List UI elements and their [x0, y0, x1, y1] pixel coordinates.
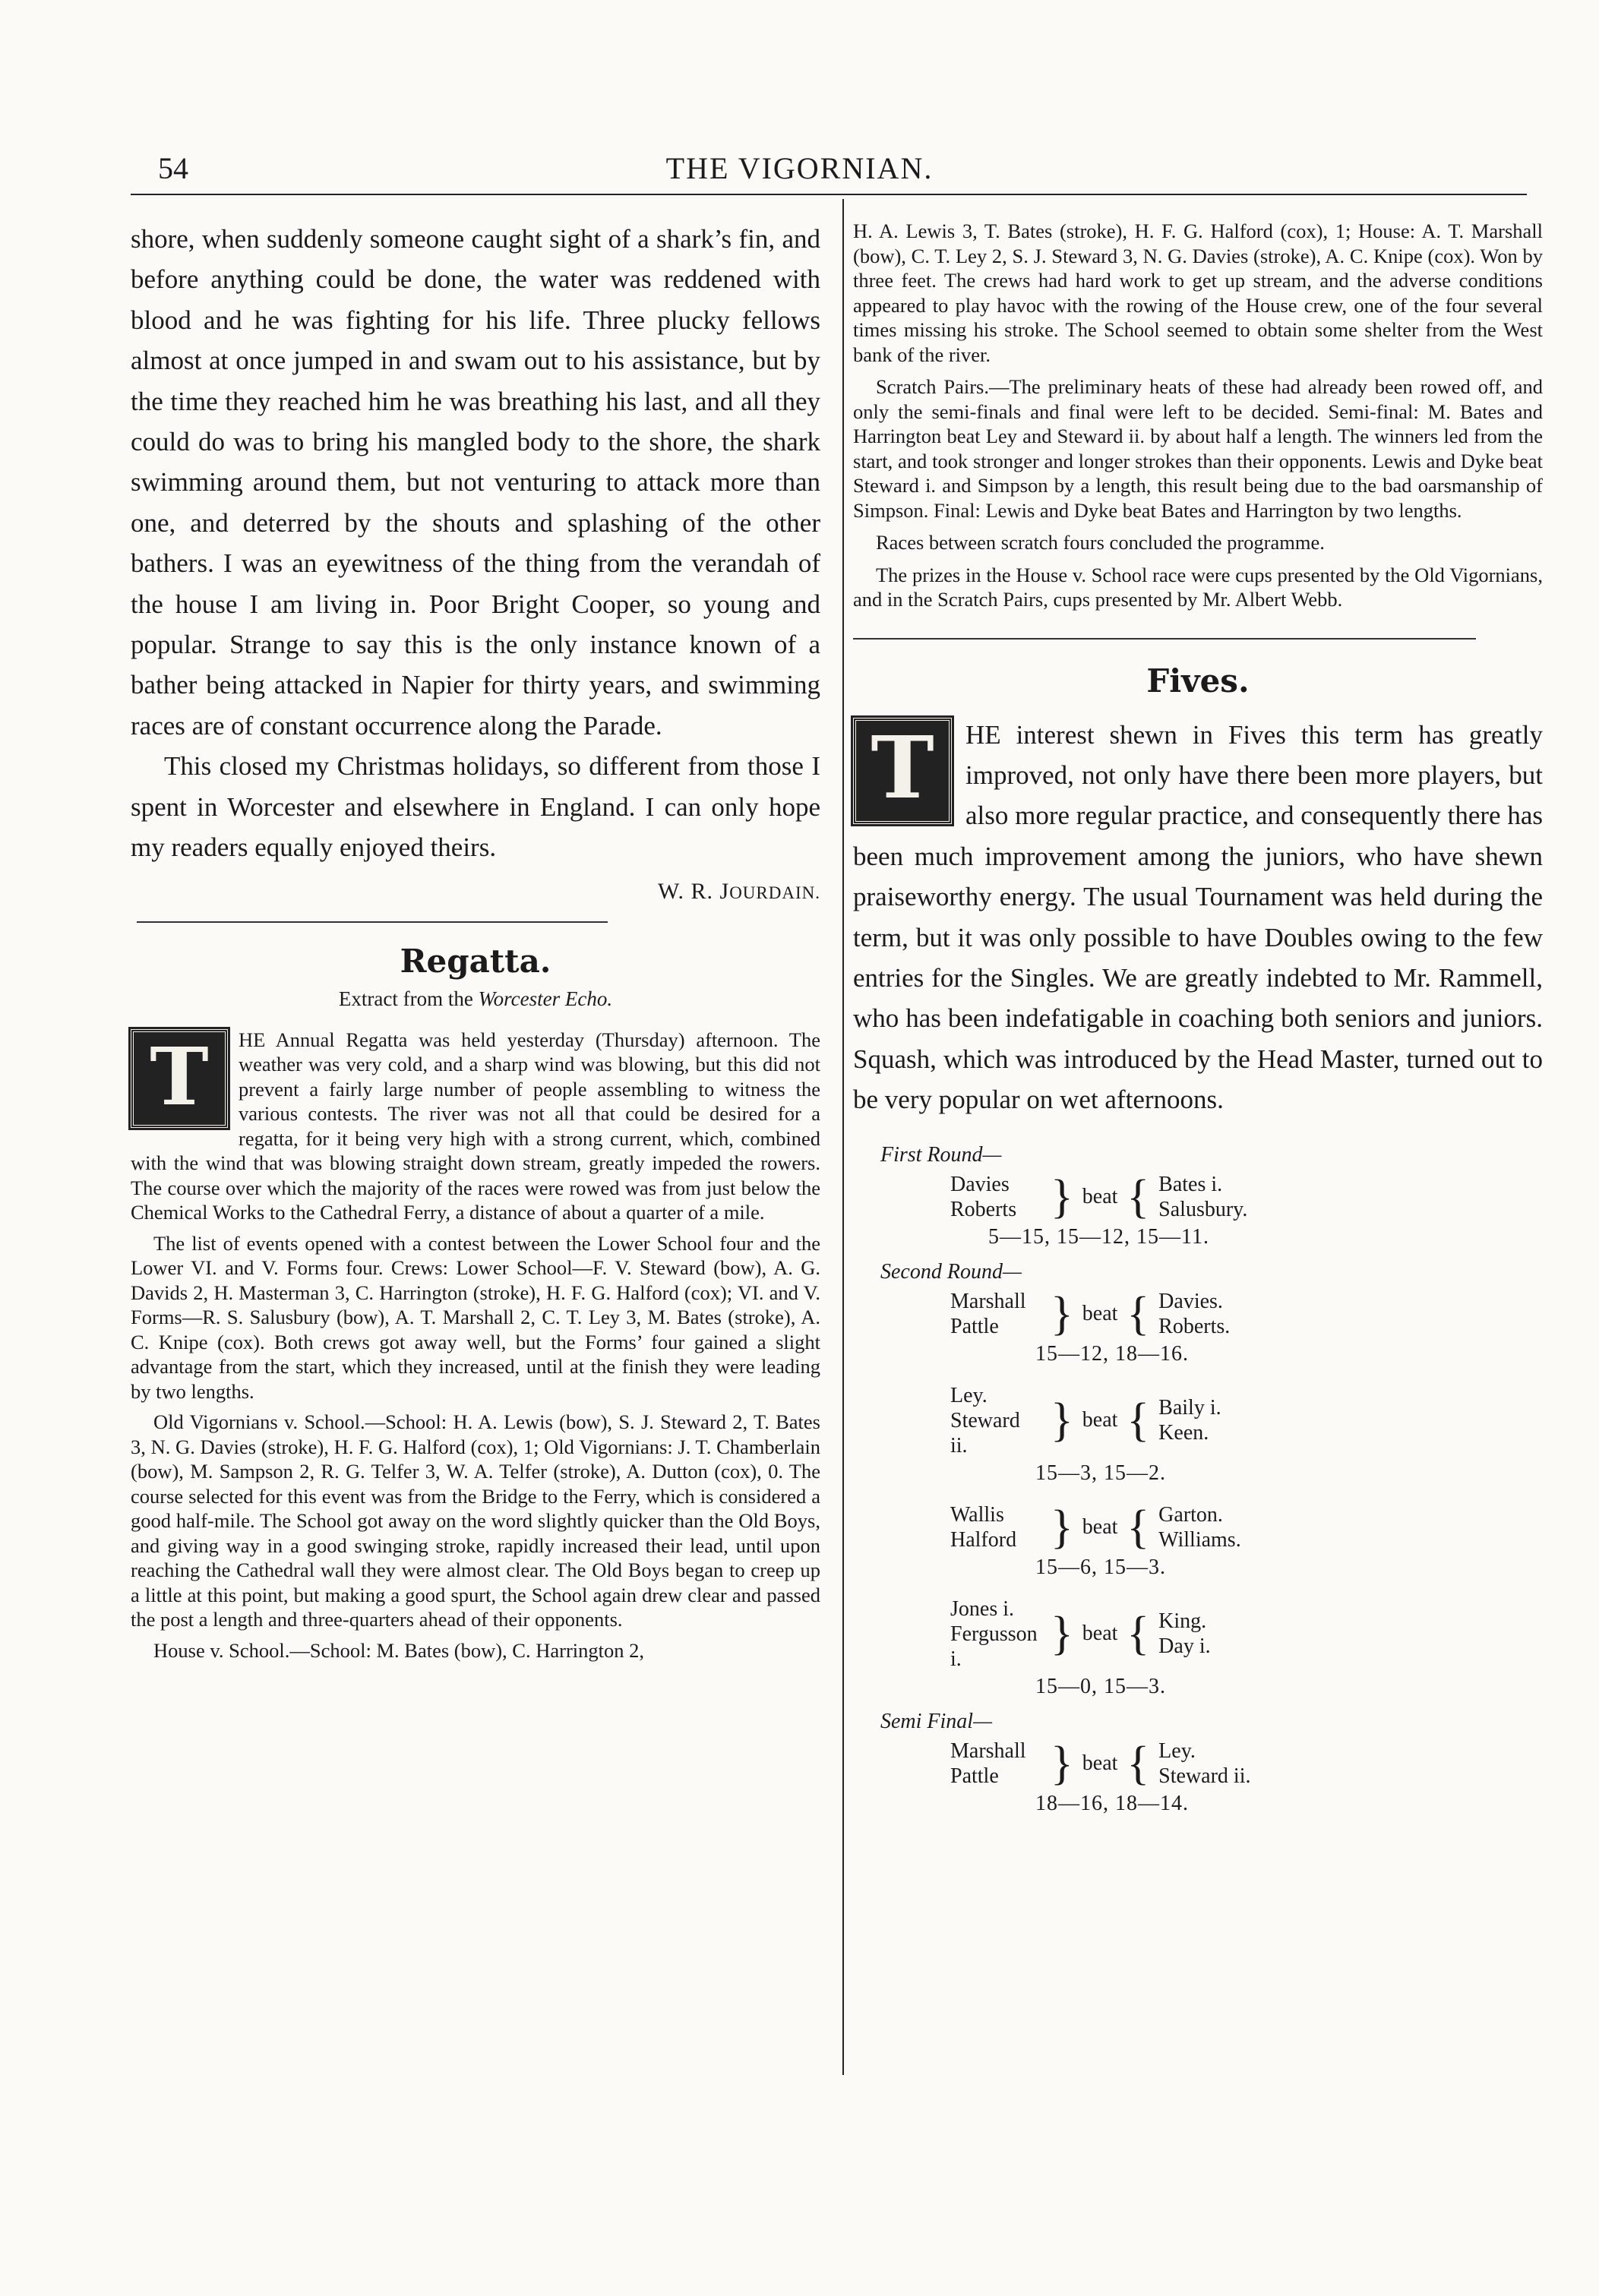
extract-prefix: Extract from the	[338, 987, 479, 1010]
player-name: Salusbury.	[1158, 1197, 1248, 1221]
player-name: Fergusson i.	[950, 1622, 1038, 1671]
left-brace: {	[1127, 1287, 1150, 1340]
right-pair	[1158, 1739, 1250, 1789]
regatta-drop-cap: T	[131, 1029, 228, 1128]
signature-surname: OURDAIN.	[729, 883, 820, 902]
match-row	[950, 1172, 1345, 1222]
player-name: Williams.	[1158, 1527, 1241, 1552]
beat-word: beat	[1082, 1184, 1118, 1208]
regatta-paragraph-7: The prizes in the House v. School race were cups presented by the Old Vigornians, and in the Scratch Pairs, cups presented by Mr. Albert Webb.	[853, 563, 1543, 611]
page-number: 54	[158, 151, 188, 185]
left-column	[131, 219, 820, 1663]
beat-word: beat	[1082, 1301, 1118, 1325]
beat-word: beat	[1082, 1408, 1118, 1432]
regatta-paragraph-1: HE Annual Regatta was held yesterday (Thursday) afternoon. The weather was very cold, and a sharp wind was blowing, but this did not prevent a fairly large number of people assembling to witness the various contests. The river was not all that could be desired for a regatta, for it being very high with a strong current, which, combined with the wind that was blowing straight down stream, greatly impeded the rowers. The course over which the majority of the races were rowed was from just below the Chemical Works to the Cathedral Ferry, a distance of about a quarter of a mile.	[131, 1028, 820, 1224]
player-name: Baily i.	[1158, 1396, 1221, 1420]
right-brace: }	[1051, 1394, 1073, 1447]
left-pair	[950, 1172, 1041, 1222]
beat-word: beat	[1082, 1751, 1118, 1775]
right-brace: }	[1051, 1287, 1073, 1340]
left-brace: {	[1127, 1608, 1150, 1660]
column-divider	[842, 199, 844, 2075]
match-row	[950, 1502, 1345, 1552]
left-brace: {	[1127, 1737, 1150, 1789]
regatta-paragraph-6: Races between scratch fours concluded the programme.	[876, 531, 1325, 554]
match-row	[950, 1289, 1345, 1339]
left-pair	[950, 1502, 1041, 1552]
regatta-heading: Regatta.	[400, 942, 551, 980]
section-separator	[853, 638, 1476, 640]
player-name: Marshall	[950, 1739, 1026, 1763]
match-score: 15—3, 15—2.	[1035, 1461, 1166, 1485]
player-name: Steward ii.	[1158, 1764, 1251, 1788]
round-label: Second Round—	[880, 1259, 1022, 1284]
match-row	[950, 1383, 1345, 1458]
match-score: 15—12, 18—16.	[1035, 1341, 1189, 1366]
regatta-extract-note	[131, 987, 820, 1011]
player-name: Davies	[950, 1172, 1010, 1196]
fives-tournament-results	[853, 1142, 1543, 1819]
beat-word: beat	[1082, 1514, 1118, 1539]
player-name: Jones i.	[950, 1596, 1014, 1621]
match-score: 18—16, 18—14.	[1035, 1791, 1189, 1815]
extract-source: Worcester Echo.	[478, 987, 613, 1010]
right-pair	[1158, 1502, 1241, 1552]
player-name: Steward ii.	[950, 1408, 1020, 1458]
player-name: Roberts.	[1158, 1314, 1231, 1338]
section-separator	[137, 921, 608, 923]
right-brace: }	[1051, 1170, 1073, 1223]
match-score: 5—15, 15—12, 15—11.	[988, 1224, 1209, 1249]
player-name: Ley.	[1158, 1739, 1196, 1763]
right-brace: }	[1051, 1608, 1073, 1660]
right-pair	[1158, 1289, 1230, 1339]
story-continuation: shore, when suddenly someone caught sight of a shark’s fin, and before anything could be done, the water was reddened with blood and he was fighting for his life. Three plucky fellows almost at once jumped in and swam out to his assistance, but by the time they reached him he was breathing his last, and all they could do was to bring his mangled body to the shore, the shark swimming around them, but not venturing to attack more than one, and deterred by the shouts and splashing of the other bathers. I was an eyewitness of the thing from the verandah of the house I am living in. Poor Bright Cooper, so young and popular. Strange to say this is the only instance known of a bather being attacked in Napier for thirty years, and swimming races are of constant occurrence along the Parade.	[131, 224, 820, 741]
player-name: Roberts	[950, 1197, 1017, 1221]
match-row	[950, 1739, 1345, 1789]
left-brace: {	[1127, 1501, 1150, 1553]
player-name: King.	[1158, 1609, 1207, 1634]
regatta-paragraph-4-continued: H. A. Lewis 3, T. Bates (stroke), H. F. G. Halford (cox), 1; House: A. T. Marshall (bow), C. T. Ley 2, S. J. Steward 3, N. G. Davies (stroke), A. C. Knipe (cox). Won by three feet. The crews had hard work to get up stream, and the adverse conditions appeared to play havoc with the rowing of the House crew, one of the four several times missing his stroke. The School seemed to obtain some shelter from the West bank of the river.	[853, 219, 1543, 366]
right-brace: }	[1051, 1737, 1073, 1789]
left-pair	[950, 1596, 1041, 1672]
fives-paragraph: HE interest shewn in Fives this term has greatly improved, not only have there been more players, but also more regular practice, and consequently there has been much improvement among the juniors, who have shewn praiseworthy energy. The usual Tournament was held during the term, but it was only possible to have Doubles owing to the few entries for the Singles. We are greatly indebted to Mr. Rammell, who has been indefatigable in coaching both seniors and juniors. Squash, which was introduced by the Head Master, turned out to be very popular on wet afternoons.	[853, 719, 1543, 1115]
regatta-paragraph-3: Old Vigornians v. School.—School: H. A. Lewis (bow), S. J. Steward 2, T. Bates 3, N. G. Davies (stroke), H. F. G. Halford (cox), 1; Old Vigornians: J. T. Chamberlain (bow), M. Sampson 2, R. G. Telfer 3, W. A. Telfer (stroke), A. Dutton (cox), 0. The course selected for this event was from the Bridge to the Ferry, which is considered a good half-mile. The School got away on the word slightly quicker than the Old Boys, and giving way in a good swinging stroke, rapidly increased their lead, until upon reaching the Cathedral wall they were almost clear. The Old Boys began to creep up a little at this point, but making a good spurt, the School again drew clear and passed the post a length and three-quarters ahead of their opponents.	[131, 1410, 820, 1631]
left-pair	[950, 1383, 1041, 1458]
signature-initials: W. R. J	[657, 878, 730, 904]
player-name: Keen.	[1158, 1421, 1209, 1445]
left-pair	[950, 1289, 1041, 1339]
right-pair	[1158, 1609, 1210, 1659]
player-name: Garton.	[1158, 1502, 1223, 1527]
player-name: Wallis	[950, 1502, 1004, 1527]
player-name: Day i.	[1158, 1634, 1211, 1659]
regatta-paragraph-5: Scratch Pairs.—The preliminary heats of these had already been rowed off, and only the semi-finals and final were left to be decided. Semi-final: M. Bates and Harrington beat Ley and Steward ii. by about half a length. The winners led from the start, and took stronger and longer strokes than their opponents. Lewis and Dyke beat Steward i. and Simpson by a length, this result being due to the bad oarsmanship of Simpson. Final: Lewis and Dyke beat Bates and Harrington by two lengths.	[853, 375, 1543, 522]
match-row	[950, 1596, 1345, 1672]
player-name: Pattle	[950, 1764, 999, 1788]
regatta-paragraph-2: The list of events opened with a contest between the Lower School four and the Lower VI. and V. Forms four. Crews: Lower School—F. V. Steward (bow), A. G. Davids 2, H. Masterman 3, C. Harrington (stroke), H. F. G. Halford (cox); VI. and V. Forms—R. S. Salusbury (bow), A. T. Marshall 2, C. T. Ley 3, M. Bates (stroke), A. C. Knipe (cox). Both crews got away well, but the Forms’ four gained a slight advantage from the start, which they increased, until at the finish they were leading by two lengths.	[131, 1231, 820, 1403]
journal-title: THE VIGORNIAN.	[665, 151, 934, 185]
story-closing: This closed my Christmas holidays, so different from those I spent in Worcester and elsewhere in England. I can only hope my readers equally enjoyed theirs.	[131, 751, 820, 863]
match-score: 15—0, 15—3.	[1035, 1674, 1166, 1698]
left-brace: {	[1127, 1394, 1150, 1447]
round-label: Semi Final—	[880, 1709, 992, 1733]
round-label: First Round—	[880, 1142, 1002, 1167]
right-pair	[1158, 1172, 1247, 1222]
left-brace: {	[1127, 1170, 1150, 1223]
player-name: Bates i.	[1158, 1172, 1223, 1196]
match-score: 15—6, 15—3.	[1035, 1555, 1166, 1579]
author-signature	[131, 879, 820, 905]
player-name: Ley.	[950, 1383, 988, 1407]
header-rule	[131, 194, 1527, 195]
beat-word: beat	[1082, 1622, 1118, 1646]
player-name: Davies.	[1158, 1289, 1223, 1313]
right-brace: }	[1051, 1501, 1073, 1553]
player-name: Pattle	[950, 1314, 999, 1338]
regatta-paragraph-4: House v. School.—School: M. Bates (bow), C. Harrington 2,	[153, 1638, 645, 1662]
player-name: Marshall	[950, 1289, 1026, 1313]
player-name: Halford	[950, 1527, 1017, 1552]
left-pair	[950, 1739, 1041, 1789]
right-pair	[1158, 1395, 1221, 1445]
fives-drop-cap: T	[853, 718, 952, 824]
right-column	[853, 219, 1543, 1819]
fives-heading: Fives.	[1146, 662, 1250, 700]
